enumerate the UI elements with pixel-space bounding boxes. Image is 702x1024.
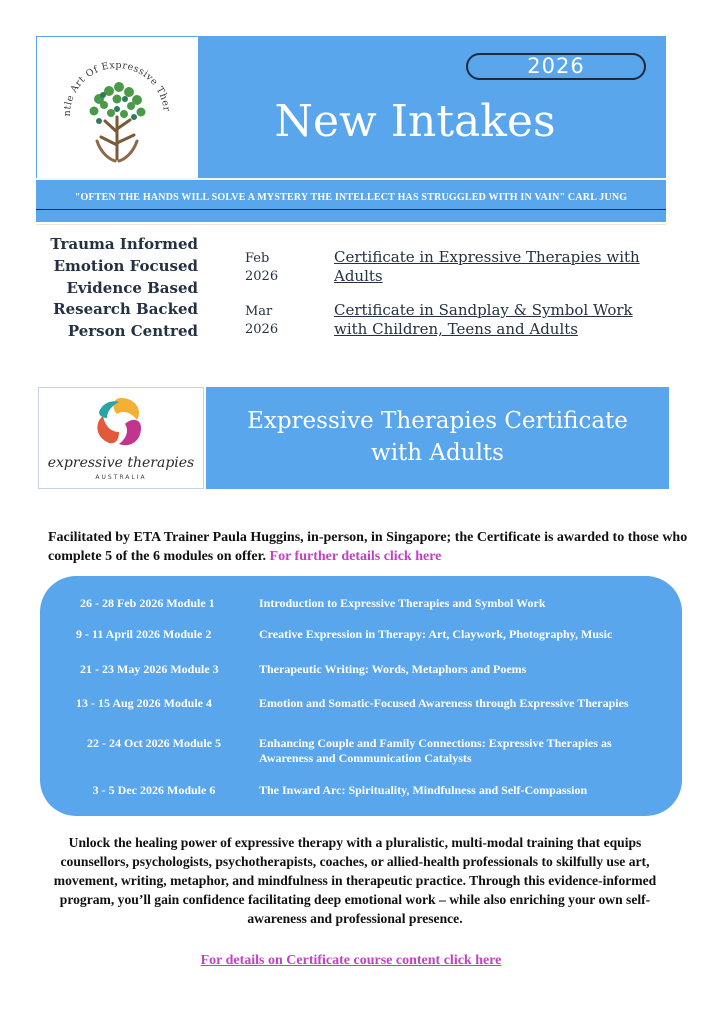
page-title: New Intakes [274, 96, 556, 147]
course-link-expressive-adults[interactable]: Certificate in Expressive Therapies with Adults [334, 248, 640, 285]
module-title: Enhancing Couple and Family Connections: Expressive Therapies as Awareness and Communication Catalysts [259, 736, 612, 765]
further-details-link[interactable]: For further details click here [269, 549, 442, 564]
year-badge: 2026 [466, 53, 646, 80]
quality-item: Trauma Informed [50, 235, 198, 253]
logo-arc-text: ntle Art Of Expressive Ther [61, 59, 172, 117]
quality-item: Person Centred [67, 322, 198, 341]
intake-date-mar [245, 303, 278, 339]
section-divider [36, 224, 666, 225]
module-date: 13 - 15 Aug 2026 Module 4 [76, 696, 213, 710]
module-date: 22 - 24 Oct 2026 Module 5 [87, 736, 221, 750]
eta-logo-subtitle: AUSTRALIA [95, 474, 147, 481]
eta-logo-word: expressive therapies [47, 455, 195, 471]
program-description: Unlock the healing power of expressive therapy with a pluralistic, multi-modal training that equips counsellors, psychologists, psychotherapists, coaches, or allied-health professionals to skilfully use art, movement, writing, metaphor, and mindfulness in therapeutic practice. Through this evidence-informed program, you’ll gain confidence facilitating deep emotional work – while also enriching your own self-awareness and professional presence. [53, 835, 657, 926]
eta-swirl-icon [39, 392, 203, 452]
qualities-list [40, 234, 198, 343]
intake-year: 2026 [245, 322, 279, 337]
certificate-title-line2: with Adults [371, 440, 504, 466]
module-date: 21 - 23 May 2026 Module 3 [80, 662, 219, 676]
course-content-link[interactable]: For details on Certificate course content click here [200, 953, 502, 968]
module-date: 3 - 5 Dec 2026 Module 6 [92, 783, 216, 797]
quality-item: Research Backed [53, 300, 198, 319]
intro-text: Facilitated by ETA Trainer Paula Huggins, in-person, in Singapore; the Certificate is awarded to those who complete 5 of the 6 modules on offer. [48, 530, 688, 564]
module-title: Emotion and Somatic-Focused Awareness through Expressive Therapies [259, 696, 629, 710]
tree-hands-icon [37, 37, 198, 178]
course-link-sandplay[interactable]: Certificate in Sandplay & Symbol Work with Children, Teens and Adults [334, 301, 633, 338]
module-title: Creative Expression in Therapy: Art, Claywork, Photography, Music [259, 627, 613, 641]
quality-item: Evidence Based [66, 278, 198, 297]
module-title: Therapeutic Writing: Words, Metaphors and Poems [259, 662, 527, 676]
intake-month: Feb [245, 251, 270, 266]
module-date: 9 - 11 April 2026 Module 2 [76, 627, 212, 641]
intro-paragraph [48, 528, 688, 566]
jung-quote: "OFTEN THE HANDS WILL SOLVE A MYSTERY THE INTELLECT HAS STRUGGLED WITH IN VAIN" CARL JUNG [74, 192, 628, 203]
quality-item: Emotion Focused [53, 256, 198, 275]
certificate-title-line1: Expressive Therapies Certificate [247, 408, 628, 434]
module-title: The Inward Arc: Spirituality, Mindfulness and Self-Compassion [259, 783, 588, 797]
intake-date-feb [245, 250, 278, 286]
quote-divider [36, 209, 666, 210]
gentle-art-logo [37, 37, 198, 178]
module-date: 26 - 28 Feb 2026 Module 1 [80, 596, 215, 610]
intake-month: Mar [245, 304, 273, 319]
intake-year: 2026 [245, 269, 279, 284]
header-divider [36, 178, 666, 180]
module-title: Introduction to Expressive Therapies and Symbol Work [259, 596, 546, 610]
certificate-title [206, 405, 669, 469]
